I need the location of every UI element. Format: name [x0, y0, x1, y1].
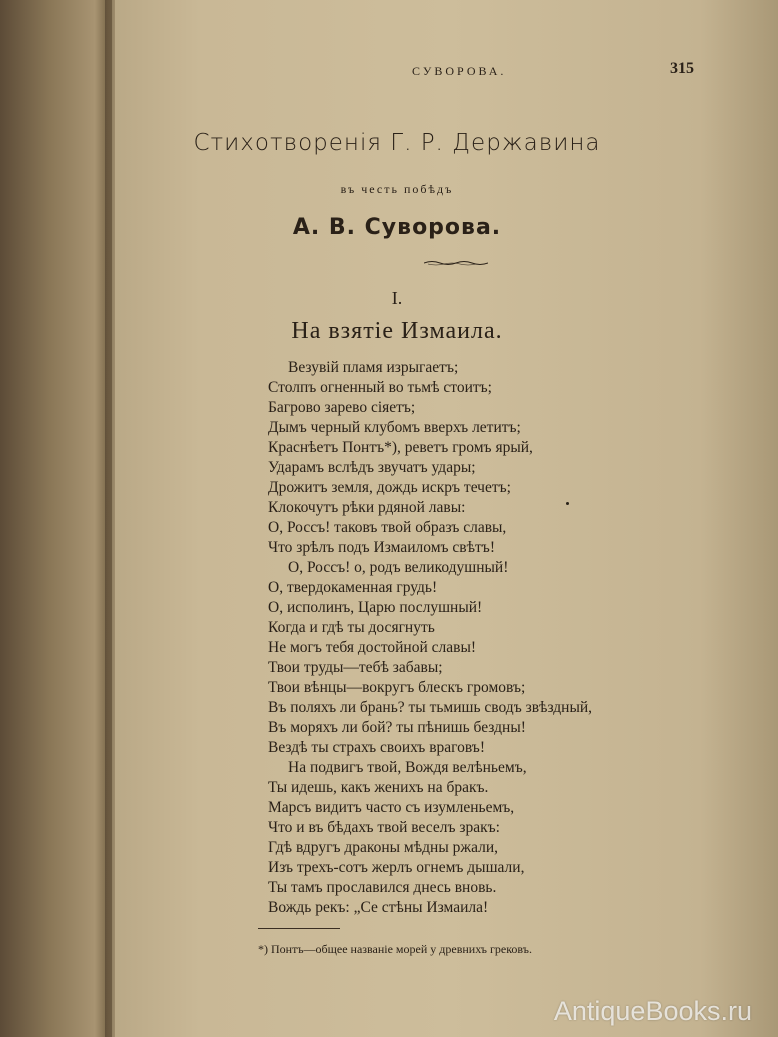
verse-line: Что и въ бѣдахъ твой веселъ зракъ: [268, 819, 500, 836]
section-number: I. [391, 288, 403, 308]
verse-line: Краснѣетъ Понтъ*), реветъ громъ ярый, [268, 439, 533, 456]
ornament-divider [424, 260, 488, 266]
page-title: Стихотворенія Г. Р. Державина [193, 130, 601, 156]
verse-line: Что зрѣлъ подъ Измаиломъ свѣтъ! [268, 539, 495, 556]
verse-line: О, исполинъ, Царю послушный! [268, 599, 483, 616]
left-page-edge [0, 0, 112, 1037]
poem-verses [268, 358, 592, 918]
verse-line: Твои вѣнцы—вокругъ блескъ громовъ; [268, 679, 526, 696]
verse-line: Вождь рекъ: „Се стѣны Измаила! [268, 899, 489, 916]
verse-line: Дрожитъ земля, дождь искръ течетъ; [268, 479, 511, 496]
watermark-logo: AntiqueBooks.ru [553, 996, 752, 1026]
verse-line: Клокочутъ рѣки рдяной лавы: [268, 499, 466, 516]
verse-line: Вездѣ ты страхъ своихъ враговъ! [268, 739, 485, 756]
footnote-rule [258, 928, 340, 929]
ink-speck [566, 502, 569, 505]
verse-line: Въ моряхъ ли бой? ты пѣнишь бездны! [268, 719, 526, 736]
verse-line: Дымъ черный клубомъ вверхъ летитъ; [268, 419, 521, 436]
footnote: *) Понтъ—общее названіе морей у древнихъ грековъ. [258, 942, 533, 956]
verse-line: Когда и гдѣ ты досягнуть [268, 619, 435, 636]
page-subtitle: въ честь побѣдъ [340, 182, 454, 196]
verse-line: Ударамъ вслѣдъ звучатъ удары; [268, 459, 476, 476]
verse-line: Изъ трехъ-сотъ жерлъ огнемъ дышали, [268, 859, 525, 876]
verse-line: Твои труды—тебѣ забавы; [268, 659, 443, 676]
verse-line: Ты тамъ прославился днесь вновь. [268, 879, 497, 896]
hero-name: А. В. Суворова. [292, 215, 502, 240]
page-number: 315 [670, 60, 694, 77]
running-head: СУВОРОВА. [412, 64, 507, 78]
verse-line: Не могъ тебя достойной славы! [268, 639, 477, 656]
book-page [112, 0, 778, 1037]
verse-line: О, твердокаменная грудь! [268, 579, 438, 596]
verse-line: О, Россъ! таковъ твой образъ славы, [268, 519, 507, 536]
verse-line: Везувій пламя изрыгаетъ; [288, 359, 459, 376]
verse-line: О, Россъ! о, родъ великодушный! [288, 559, 509, 576]
verse-line: Въ поляхъ ли брань? ты тьмишь сводъ звѣздный, [268, 699, 593, 716]
verse-line: Ты идешь, какъ женихъ на бракъ. [268, 779, 489, 796]
verse-line: На подвигъ твой, Вождя велѣньемъ, [288, 759, 527, 776]
poem-title: На взятіе Измаила. [291, 318, 503, 344]
verse-line: Гдѣ вдругъ драконы мѣдны ржали, [268, 839, 499, 856]
verse-line: Марсъ видитъ часто съ изумленьемъ, [268, 799, 515, 816]
verse-line: Столпъ огненный во тьмѣ стоитъ; [268, 379, 492, 396]
verse-line: Багрово зарево сіяетъ; [268, 399, 416, 416]
